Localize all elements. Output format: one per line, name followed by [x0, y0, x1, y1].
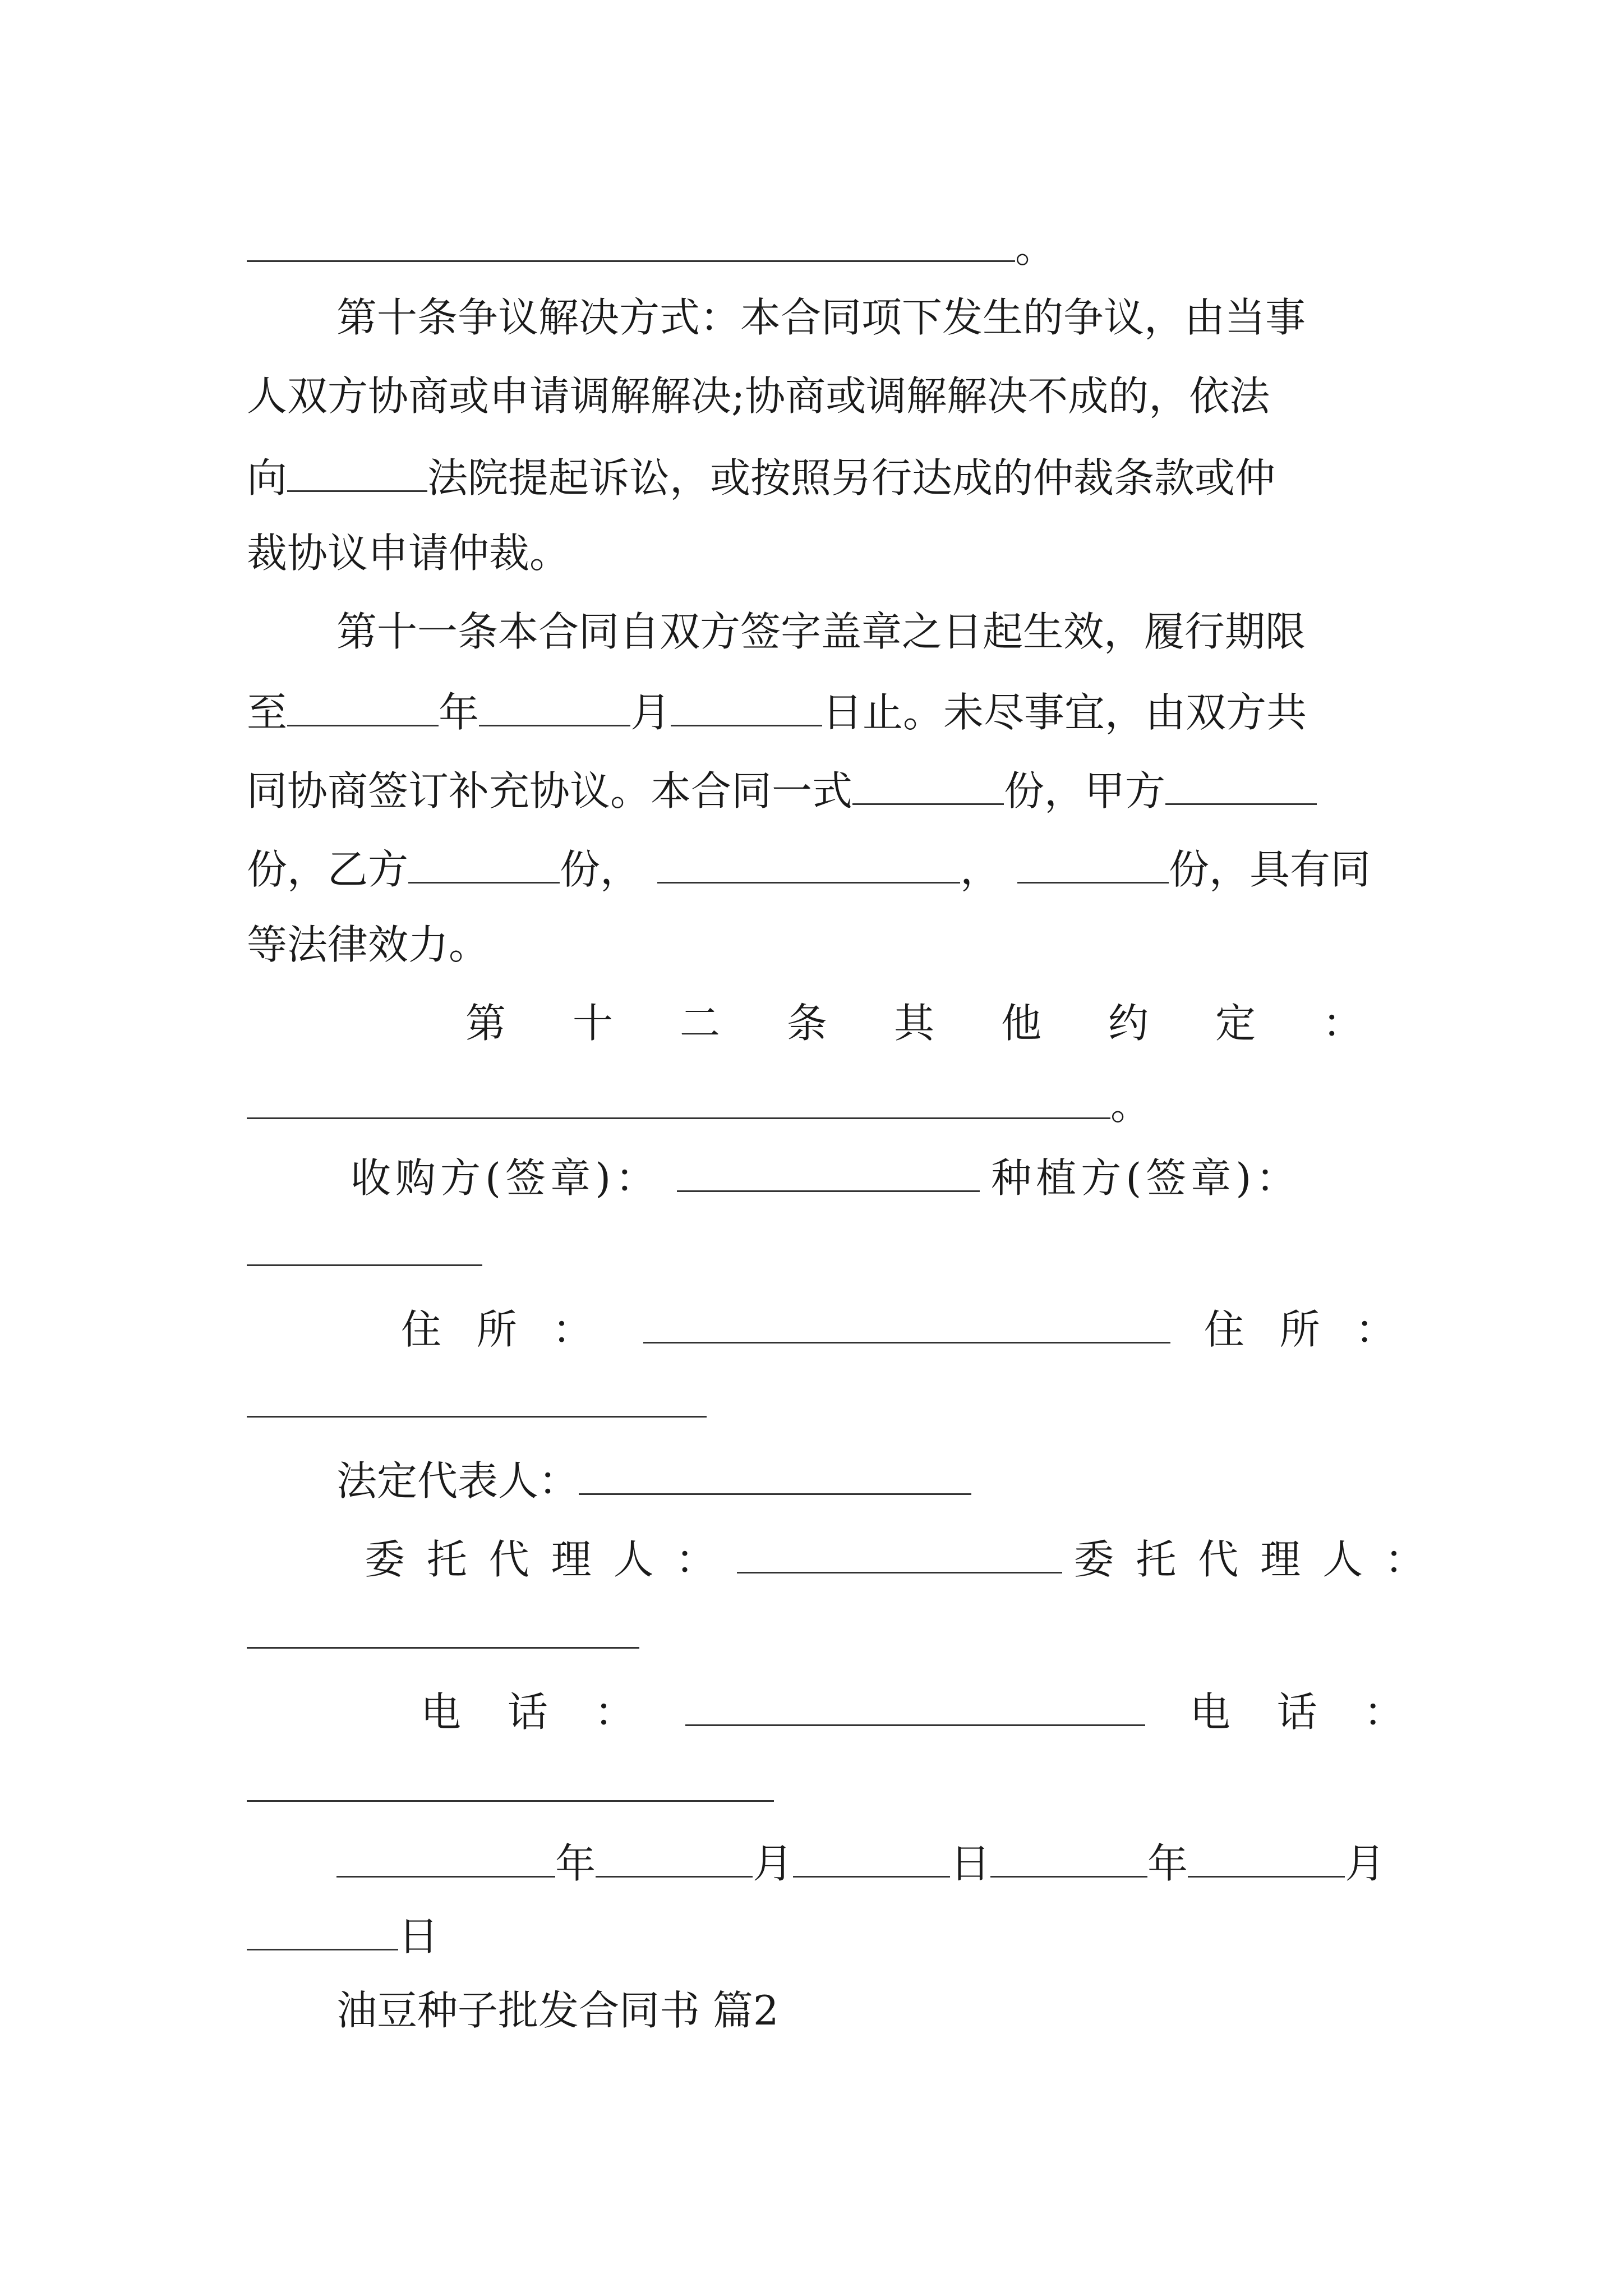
- address-line: 住 所 ： 住 所 ：: [401, 1306, 1407, 1353]
- year-blank: [287, 689, 439, 726]
- article-11-line-2: 至 年 月 日止。未尽事宜，由双方共: [247, 689, 1307, 736]
- section-title: 油豆种子批发合同书 篇2: [336, 1987, 779, 2034]
- day-blank: [671, 689, 822, 726]
- buyer-month-blank: [596, 1840, 753, 1878]
- buyer-year-blank: [336, 1840, 555, 1878]
- party-b-copies-blank: [408, 846, 560, 884]
- grower-address-blank-line: [247, 1380, 707, 1424]
- article-11-line-3: 同协商签订补充协议。本合同一式 份，甲方: [247, 767, 1317, 811]
- article-11-line-4: 份，乙方 份， ， 份，具有同: [247, 846, 1371, 893]
- other-terms-blank: [247, 1082, 1110, 1119]
- signature-line: 收购方(签章)： 种植方(签章)：: [351, 1154, 1301, 1202]
- party-a-copies-blank: [1165, 767, 1317, 805]
- copies-blank: [852, 767, 1004, 805]
- article-10-line-3: 向 法院提起诉讼，或按照另行达成的仲裁条款或仲: [247, 454, 1276, 501]
- grower-year-blank: [990, 1840, 1147, 1878]
- agent-line: 委 托 代 理 人 ： 委 托 代 理 人 ：: [365, 1536, 1430, 1583]
- buyer-sign-blank: [677, 1154, 980, 1192]
- grower-sign-blank: [247, 1228, 482, 1266]
- buyer-address-blank: [643, 1306, 1170, 1343]
- grower-phone-blank-line: [247, 1764, 774, 1808]
- grower-month-blank: [1188, 1840, 1345, 1878]
- date-line: 年 月 日 年 月: [336, 1840, 1385, 1884]
- grower-day-blank: [247, 1913, 398, 1950]
- phone-line: 电 话 ： 电 话 ：: [421, 1688, 1421, 1736]
- court-blank: [287, 454, 427, 492]
- grower-phone-blank: [247, 1764, 774, 1802]
- legal-rep-line: 法定代表人：: [336, 1457, 971, 1501]
- grower-sign-blank-line: [247, 1228, 482, 1272]
- article-10-line-2: 人双方协商或申请调解解决;协商或调解解决不成的，依法: [247, 372, 1270, 420]
- article-12-blank-line: 。: [247, 1082, 1151, 1125]
- buyer-phone-blank: [685, 1688, 1145, 1726]
- other-copies-blank: [1017, 846, 1169, 884]
- other-party-blank: [657, 846, 960, 884]
- article-12-heading: 第 十 二 条 其 他 约 定 ：: [465, 1000, 1363, 1047]
- grower-agent-blank: [247, 1611, 639, 1649]
- grower-address-blank: [247, 1380, 707, 1418]
- buyer-day-blank: [793, 1840, 950, 1878]
- grower-day-line: 日: [247, 1913, 439, 1957]
- blank-field: [247, 224, 1015, 262]
- line-blank-end: 。: [247, 224, 1055, 268]
- buyer-agent-blank: [737, 1536, 1062, 1573]
- article-10-line-4: 裁协议申请仲裁。: [247, 530, 570, 577]
- article-11-line-1: 第十一条本合同自双方签字盖章之日起生效，履行期限: [336, 608, 1306, 655]
- legal-rep-blank: [579, 1457, 971, 1495]
- month-blank: [479, 689, 630, 726]
- article-10-line-1: 第十条争议解决方式：本合同项下发生的争议，由当事: [336, 294, 1306, 341]
- article-11-line-5: 等法律效力。: [247, 921, 490, 968]
- grower-agent-blank-line: [247, 1611, 639, 1655]
